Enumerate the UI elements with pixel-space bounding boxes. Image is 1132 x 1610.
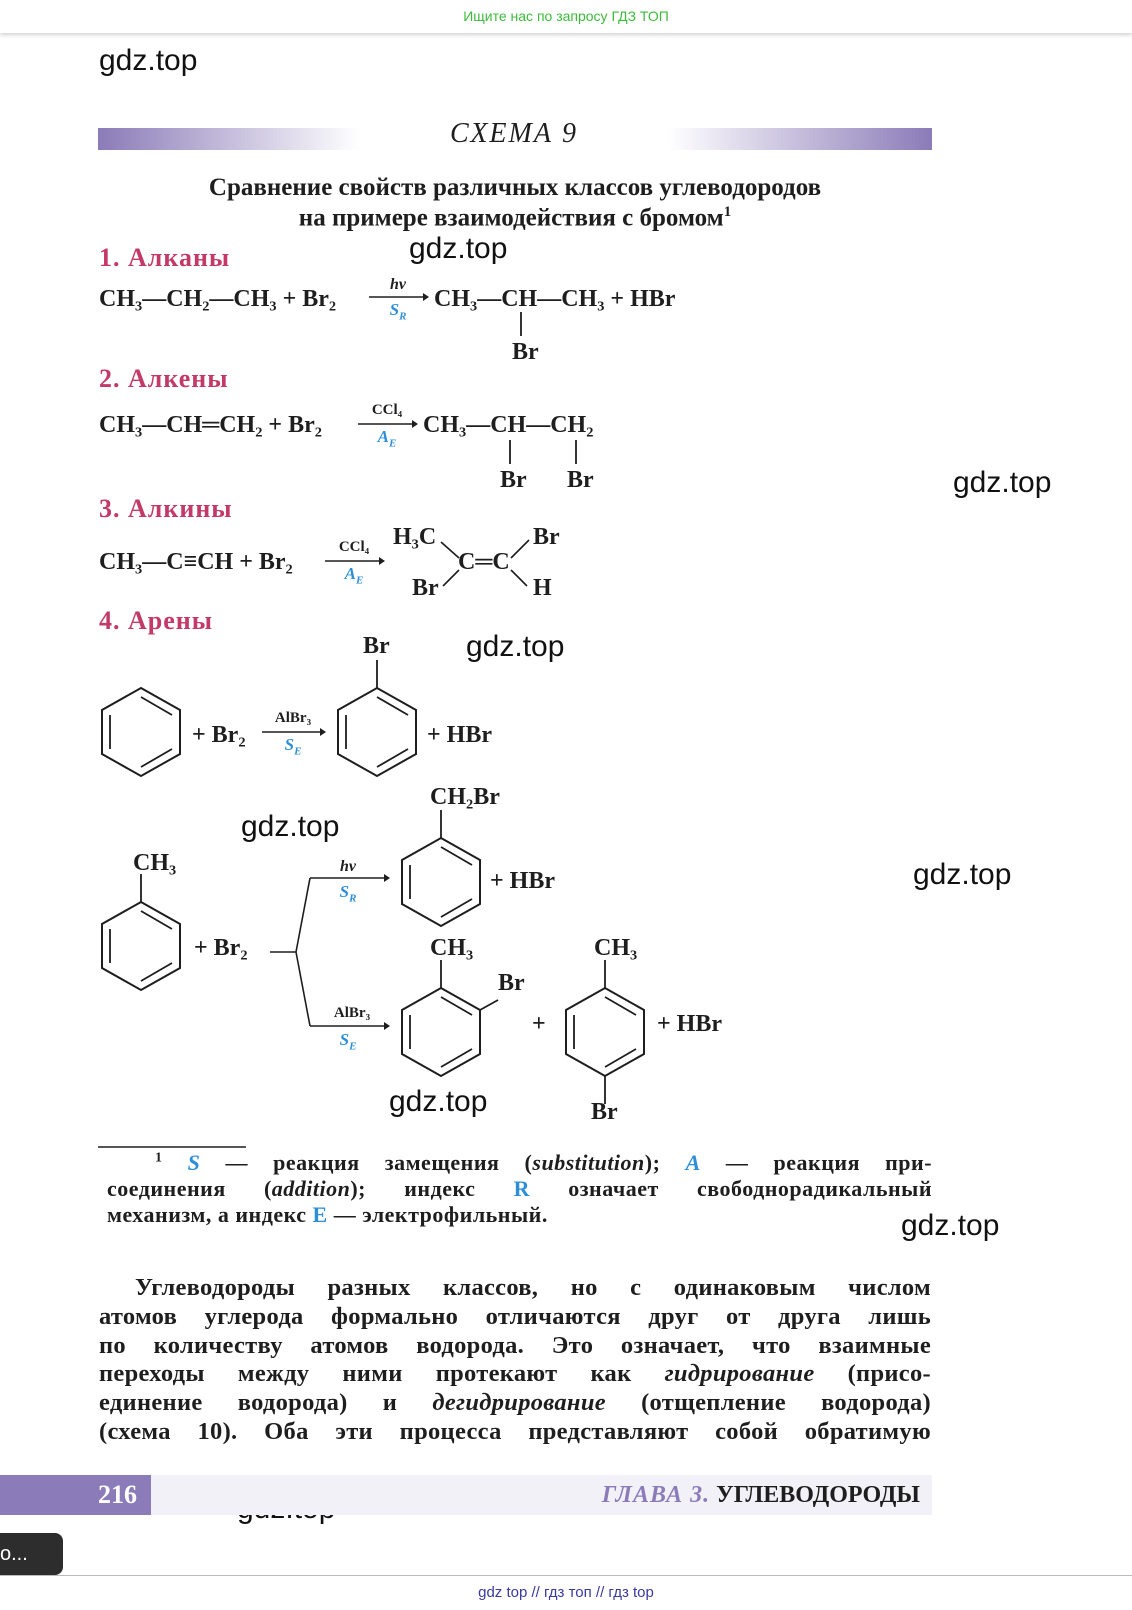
reaction5-plus: + [532, 1011, 546, 1037]
decor-bar-right [668, 128, 932, 150]
paragraph-line6: (схема 10). Оба эти процесса представляют собой обратимую [99, 1418, 931, 1445]
reaction2-condition: CCl₄ [371, 402, 403, 418]
reaction2-products: CH₃—CH—CH₂ [423, 412, 594, 438]
paragraph-line5: единение водорода) и дегидрирование (отщепление водорода) [99, 1389, 931, 1416]
reaction1-condition: hν [390, 276, 406, 293]
reaction3-br-top: Br [533, 524, 560, 550]
reaction5-top-condition: hν [340, 858, 356, 875]
watermark: gdz.top [466, 630, 565, 663]
reaction3-bonds [435, 536, 535, 592]
reaction3-center: C═C [458, 549, 510, 575]
reaction1-reactants: CH₃—CH₂—CH₃ + Br₂ [99, 286, 337, 312]
decor-bar-left [98, 128, 360, 150]
reaction4-product-substituent: Br [363, 633, 390, 659]
bottom-links[interactable]: gdz top // гдз топ // гдз top [0, 1575, 1132, 1610]
section-alkynes: 3. Алкины [99, 494, 233, 523]
toluene-substituent: CH₃ [133, 850, 177, 876]
footnote-line3: механизм, а индекс E — электрофильный. [107, 1202, 548, 1227]
reaction4-condition: AlBr₃ [274, 710, 312, 726]
paragraph-line2: атомов углерода формально отличаются друг от друга лишь [99, 1303, 931, 1330]
reaction3-h: H [533, 575, 552, 601]
footnote-line1: $^1$ S — реакция замещения (substitution); A — реакция при- [155, 1150, 933, 1175]
reaction1-products: CH₃—CH—CH₃ + HBr [434, 286, 676, 312]
reaction4-plus-hbr: + HBr [427, 722, 493, 748]
watermark: gdz.top [389, 1085, 488, 1118]
top-banner[interactable]: Ищите нас по запросу ГДЗ ТОП [0, 0, 1132, 33]
paragraph-line3: по количеству атомов водорода. Это означает, что взаимные [99, 1332, 931, 1359]
para-ch3: CH₃ [594, 935, 638, 961]
schema-label: СХЕМА 9 [450, 118, 578, 149]
schema-title-line2: на примере взаимодействия с бромом$^1$ [298, 204, 732, 232]
watermark: gdz.top [913, 858, 1012, 891]
paragraph-line1: Углеводороды разных классов, но с одинаковым числом [135, 1274, 931, 1301]
watermark: gdz.top [99, 44, 198, 77]
reaction3-br-bottom: Br [412, 575, 439, 601]
reaction4-plus-br2: + Br₂ [192, 722, 246, 748]
reaction5-bottom-plus-hbr: + HBr [657, 1011, 723, 1037]
reaction5-bottom-condition: AlBr₃ [333, 1005, 371, 1021]
footnote-rule [98, 1146, 246, 1149]
reaction5-top-mechanism: $S_R$ [339, 882, 357, 905]
para-br: Br [591, 1099, 618, 1125]
reaction3-condition: CCl₄ [338, 539, 370, 555]
toluene-ring-icon [96, 872, 186, 996]
reaction1-bond [519, 312, 523, 336]
ortho-bromotoluene-ring-icon [396, 958, 506, 1080]
watermark: gdz.top [241, 810, 340, 843]
running-head: ГЛАВА 3. УГЛЕВОДОРОДЫ [601, 1482, 920, 1508]
footnote-line2: соединения (addition); индекс R означает свободнорадикальный [107, 1176, 932, 1201]
reaction3-mechanism: $A_E$ [344, 564, 364, 587]
section-arenes: 4. Арены [99, 606, 214, 635]
reaction3-reactants: CH₃—C≡CH + Br₂ [99, 549, 293, 575]
reaction2-substituent-2: Br [567, 467, 594, 493]
reaction1-substituent: Br [512, 339, 539, 365]
reaction5-top-plus-hbr: + HBr [490, 868, 556, 894]
bromobenzene-ring-icon [332, 658, 422, 780]
watermark: gdz.top [409, 232, 508, 265]
benzyl-bromide-ring-icon [396, 808, 486, 930]
para-bromotoluene-ring-icon [560, 958, 650, 1108]
reaction1-mechanism: $S_R$ [389, 300, 407, 323]
paragraph-line4: переходы между ними протекают как гидрирование (присо- [99, 1360, 931, 1387]
section-alkanes: 1. Алканы [99, 243, 231, 272]
schema-title-line1: Сравнение свойств различных классов углеводородов [208, 174, 822, 201]
reaction5-bottom-mechanism: $S_E$ [339, 1030, 357, 1053]
benzene-ring-icon [96, 684, 186, 780]
reaction3-h3c: H₃C [393, 524, 437, 550]
section-alkenes: 2. Алкены [99, 364, 229, 393]
benzyl-bromide-substituent: CH₂Br [430, 784, 500, 810]
ortho-br: Br [498, 970, 525, 996]
reaction2-substituent-1: Br [500, 467, 527, 493]
watermark: gdz.top [953, 466, 1052, 499]
reaction4-mechanism: $S_E$ [284, 735, 302, 758]
reaction2-reactants: CH₃—CH═CH₂ + Br₂ [99, 412, 322, 438]
page-number: 216 [98, 1480, 137, 1509]
reaction5-plus-br2: + Br₂ [194, 935, 248, 961]
reaction2-bonds [508, 440, 588, 464]
ortho-ch3: CH₃ [430, 935, 474, 961]
side-tab[interactable]: о... [0, 1533, 63, 1575]
watermark: gdz.top [901, 1209, 1000, 1242]
reaction2-mechanism: $A_E$ [377, 427, 397, 450]
